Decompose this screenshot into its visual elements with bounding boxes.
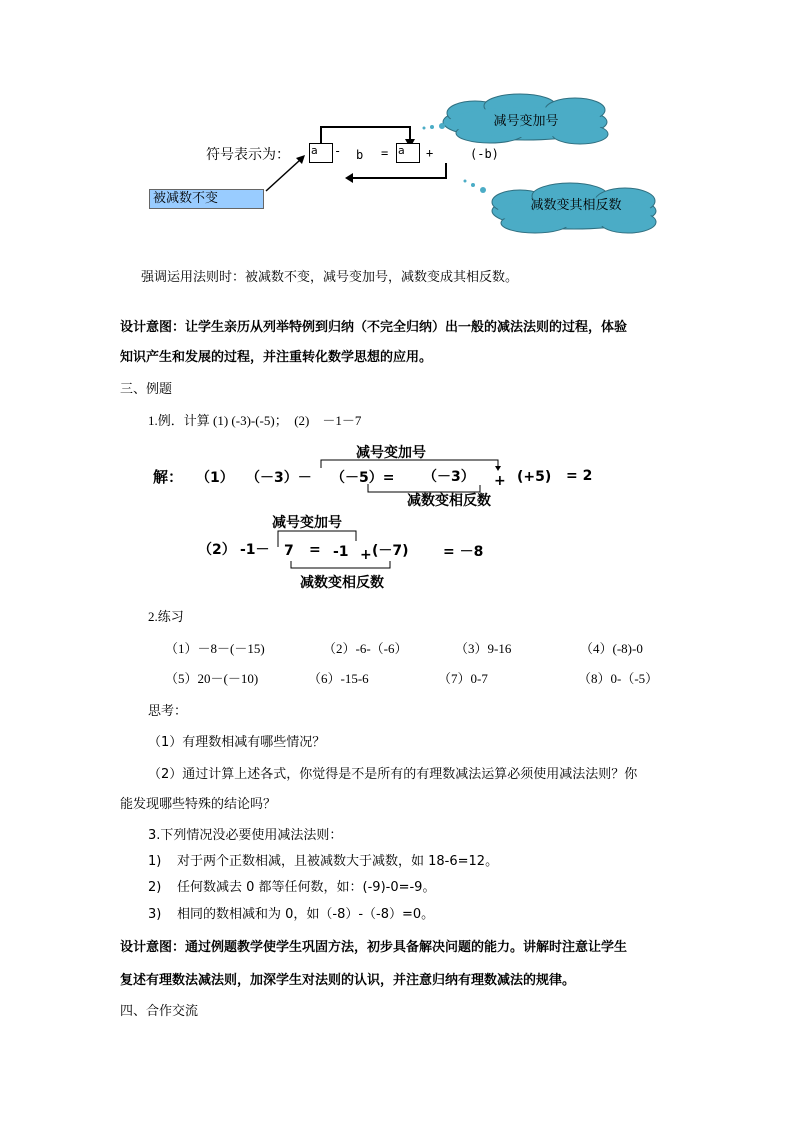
example-prompt: 1.例．计算 (1) (-3)-(-5)； (2) －1－7 (148, 413, 362, 428)
cloud-bottom-label: 减数变其相反数 (530, 198, 622, 213)
section4-title: 四、合作交流 (120, 1004, 199, 1019)
rule-case-1-num: 1) (148, 854, 162, 869)
equals-sign: = (381, 146, 389, 160)
rule-case-3-num: 3) (148, 907, 162, 922)
minus-sign: - (334, 144, 342, 158)
bottom-arrowhead (345, 173, 353, 183)
rule-case-2-text: 任何数减去 0 都等任何数，如：(-9)-0=-9。 (177, 880, 436, 895)
ex2-top-note: 减号变加号 (272, 515, 342, 531)
ex1-top-note: 减号变加号 (356, 445, 426, 461)
practice-item-8: （8）0-（-5） (578, 671, 659, 686)
ex1-plus: + (494, 473, 506, 489)
var-b: b (356, 148, 364, 162)
symbol-label: 符号表示为： (206, 147, 290, 163)
ex1-rhs-a: （－3） (423, 469, 475, 485)
ex1-lhs-a: （－3）－ (246, 470, 312, 486)
think-q1: （1）有理数相减有哪些情况？ (148, 735, 326, 750)
section3-title: 三、例题 (120, 382, 173, 397)
ex2-lhs-a: -1－ (240, 542, 270, 558)
ex2-rhs-b: (－7) (372, 543, 409, 559)
ex2-index: （2） (198, 542, 236, 558)
think-q2-line2: 能发现哪些特殊的结论吗？ (120, 797, 277, 812)
design-intent-1-line2: 知识产生和发展的过程，并注重转化数学思想的应用。 (120, 350, 433, 365)
rule-case-3-text: 相同的数相减和为 0，如（-8）-（-8）=0。 (177, 907, 435, 922)
design-intent-1-line1: 设计意图：让学生亲历从列举特例到归纳（不完全归纳）出一般的减法法则的过程，体验 (120, 320, 628, 335)
ex2-equals: = (309, 542, 321, 558)
rule-cases-title: 3.下列情况没必要使用减法法则： (148, 828, 343, 843)
ex2-result: = －8 (443, 544, 484, 560)
rule-case-1-text: 对于两个正数相减，且被减数大于减数，如 18-6=12。 (177, 854, 499, 869)
plus-sign: + (426, 146, 434, 160)
unchanged-minuend-label: 被减数不变 (149, 189, 264, 209)
practice-item-7: （7）0-7 (438, 671, 488, 686)
rule-case-2-num: 2) (148, 880, 162, 895)
design-intent-2-line2: 复述有理数法减法则，加深学生对法则的认识，并注意归纳有理数减法的规律。 (120, 973, 576, 988)
neg-b: (-b) (470, 147, 499, 161)
design-intent-2-line1: 设计意图：通过例题教学使学生巩固方法，初步具备解决问题的能力。讲解时注意让学生 (120, 940, 628, 955)
bottom-bracket-arrow (352, 163, 446, 178)
ex1-rhs-b: (+5) (517, 469, 552, 485)
ex1-lhs-b: （－5）= (331, 470, 395, 486)
practice-title: 2.练习 (148, 609, 184, 624)
practice-item-2: （2）-6-（-6） (323, 641, 408, 656)
think-title: 思考： (148, 704, 188, 719)
top-bracket-arrow (321, 127, 410, 143)
ex1-bottom-note: 减数变相反数 (407, 493, 491, 509)
ex2-bottom-note: 减数变相反数 (300, 575, 384, 591)
cloud-top-label: 减号变加号 (493, 114, 559, 129)
ex2-bottom-bracket (291, 561, 390, 568)
ex1-index: （1） (196, 470, 234, 486)
ex2-rhs-a: -1 (333, 544, 349, 560)
practice-item-5: （5）20－(－10) (165, 671, 259, 686)
solve-label: 解： (153, 468, 184, 486)
diagonal-arrow-line (266, 160, 300, 191)
practice-item-4: （4）(-8)-0 (580, 641, 643, 656)
ex1-result: = 2 (566, 468, 593, 484)
box-a-minuend: a (309, 143, 333, 163)
box-a-result: a (396, 143, 420, 163)
ex2-lhs-b: 7 (284, 543, 294, 559)
practice-item-3: （3）9-16 (455, 641, 512, 656)
practice-item-1: （1）－8－(－15) (165, 641, 265, 656)
ex2-plus: + (360, 547, 372, 563)
emphasis-text: 强调运用法则时：被减数不变，减号变加号，减数变成其相反数。 (141, 270, 519, 285)
practice-item-6: （6）-15-6 (308, 671, 369, 686)
think-q2-line1: （2）通过计算上述各式，你觉得是不是所有的有理数减法运算必须使用减法法则？你 (148, 767, 638, 782)
